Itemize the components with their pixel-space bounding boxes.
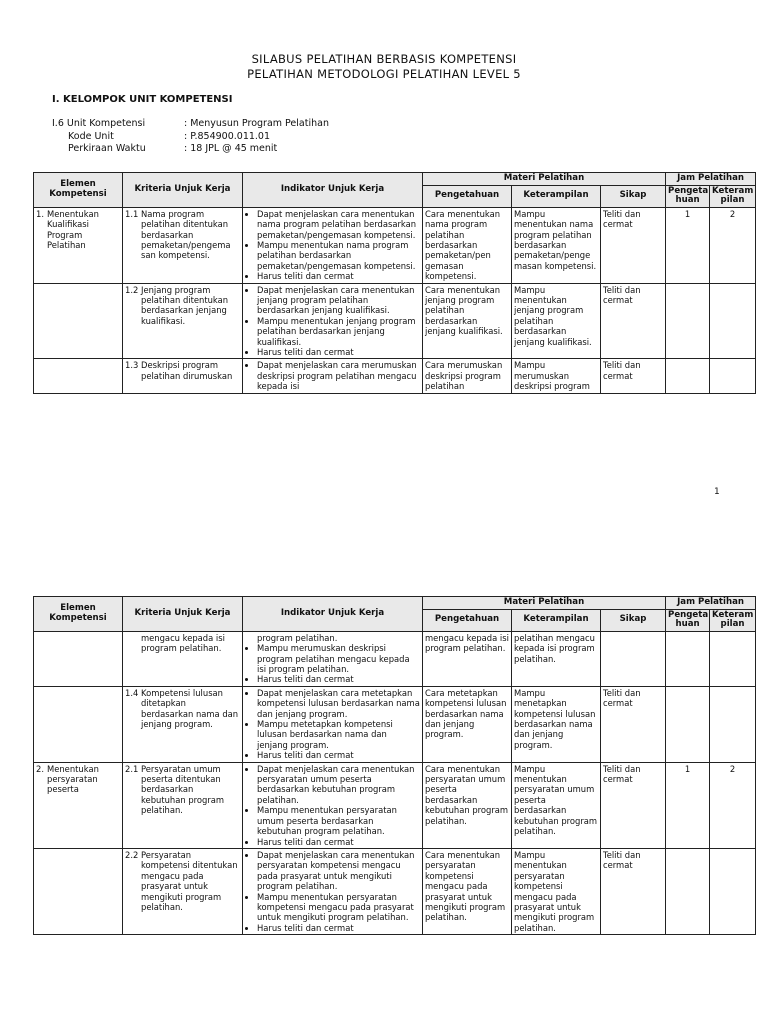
indikator-item: • Dapat menjelaskan cara metetapkan kompetensi lulusan berdasarkan nama dan jenjang program. <box>257 688 420 719</box>
header-sikap: Sikap <box>601 185 666 207</box>
table-row <box>34 631 756 686</box>
kriteria-label: Deskripsi program pelatihan dirumuskan <box>141 360 233 381</box>
indikator-list <box>245 285 420 358</box>
cell-keterampilan: Mampu menentukan persyaratan kompetensi mengacu pada prasyarat untuk mengikuti program pelatihan. <box>512 848 601 934</box>
table-row <box>34 848 756 934</box>
indikator-item: • Dapat menjelaskan cara menentukan nama program pelatihan berdasarkan pemaketan/pengemasan kompetensi. <box>257 209 420 240</box>
indikator-item: • Dapat menjelaskan cara menentukan persyaratan umum peserta berdasarkan kebutuhan program pelatihan. <box>257 764 420 806</box>
cell-indikator <box>243 848 423 934</box>
cell-elemen <box>34 207 123 283</box>
cell-kriteria <box>123 631 243 686</box>
unit-info-row <box>52 143 329 156</box>
kriteria-label: Nama program pelatihan ditentukan berdasarkan pemaketan/pengema san kompetensi. <box>141 208 231 261</box>
kriteria-text <box>125 209 240 261</box>
cell-indikator <box>243 762 423 848</box>
table-row <box>34 686 756 762</box>
cell-jam-pengetahuan <box>666 631 710 686</box>
cell-sikap: Teliti dan cermat <box>601 359 666 393</box>
table-row <box>34 359 756 393</box>
document-page-2 <box>0 512 768 1024</box>
unit-info-row <box>52 131 329 144</box>
cell-sikap: Teliti dan cermat <box>601 207 666 283</box>
header-jam-keterampilan: Keteram pilan <box>710 185 756 207</box>
table-clip <box>0 172 768 480</box>
cell-jam-keterampilan <box>710 283 756 359</box>
kriteria-number: 1.2 <box>125 284 139 295</box>
indikator-list <box>245 209 420 282</box>
title-line-1: SILABUS PELATIHAN BERBASIS KOMPETENSI <box>251 52 517 66</box>
kriteria-label: Kompetensi lulusan ditetapkan berdasarkan nama dan jenjang program. <box>141 687 239 730</box>
cell-pengetahuan: Cara menentukan persyaratan kompetensi mengacu pada prasyarat untuk mengikuti program pelatihan. <box>423 848 512 934</box>
cell-jam-pengetahuan <box>666 359 710 393</box>
cell-jam-pengetahuan: 1 <box>666 762 710 848</box>
cell-indikator <box>243 686 423 762</box>
cell-kriteria <box>123 283 243 359</box>
indikator-list <box>245 360 420 391</box>
cell-pengetahuan: Cara metetapkan kompetensi lulusan berdasarkan nama dan jenjang program. <box>423 686 512 762</box>
kriteria-label: Persyaratan umum peserta ditentukan berdasarkan kebutuhan program pelatihan. <box>141 763 225 816</box>
elemen-label: Menentukan Kualifikasi Program Pelatihan <box>47 208 99 250</box>
kriteria-number: 2.1 <box>125 763 139 774</box>
elemen-number: 1. <box>36 208 44 219</box>
header-keterampilan: Keterampilan <box>512 609 601 631</box>
header-jam: Jam Pelatihan <box>666 597 756 610</box>
elemen-label: Menentukan persyaratan peserta <box>47 763 99 795</box>
cell-kriteria <box>123 762 243 848</box>
cell-jam-pengetahuan <box>666 283 710 359</box>
indikator-list <box>245 643 420 685</box>
kriteria-label: Persyaratan kompetensi ditentukan mengacu pada prasyarat untuk mengikuti program pelatihan. <box>141 849 238 912</box>
syllabus-table <box>33 596 756 935</box>
unit-info-label: Perkiraan Waktu <box>68 143 146 154</box>
unit-info-value: : P.854900.011.01 <box>184 130 271 142</box>
indikator-item: • Harus teliti dan cermat <box>257 923 420 933</box>
indikator-list <box>245 764 420 847</box>
indikator-item: • Harus teliti dan cermat <box>257 271 420 281</box>
kriteria-text <box>125 688 240 730</box>
cell-jam-keterampilan <box>710 631 756 686</box>
kriteria-text <box>125 764 240 816</box>
cell-sikap: Teliti dan cermat <box>601 686 666 762</box>
cell-elemen <box>34 359 123 393</box>
unit-info-row <box>52 118 329 131</box>
header-kriteria: Kriteria Unjuk Kerja <box>123 173 243 208</box>
cell-indikator <box>243 207 423 283</box>
elemen-text <box>36 209 120 251</box>
indikator-item: • Harus teliti dan cermat <box>257 674 420 684</box>
header-jam-pengetahuan: Pengeta huan <box>666 609 710 631</box>
title-line-2: PELATIHAN METODOLOGI PELATIHAN LEVEL 5 <box>247 67 521 81</box>
kriteria-number: 2.2 <box>125 849 139 860</box>
indikator-item: • Harus teliti dan cermat <box>257 837 420 847</box>
header-sikap: Sikap <box>601 609 666 631</box>
header-materi: Materi Pelatihan <box>423 173 666 186</box>
section-heading: I. KELOMPOK UNIT KOMPETENSI <box>52 94 233 105</box>
cell-kriteria <box>123 207 243 283</box>
cell-jam-keterampilan <box>710 848 756 934</box>
kriteria-text <box>125 850 240 912</box>
cell-keterampilan: pelatihan mengacu kepada isi program pelatihan. <box>512 631 601 686</box>
cell-pengetahuan: Cara menentukan persyaratan umum peserta berdasarkan kebutuhan program pelatihan. <box>423 762 512 848</box>
kriteria-text <box>125 633 240 654</box>
indikator-list <box>245 850 420 933</box>
cell-keterampilan: Mampu menentukan jenjang program pelatihan berdasarkan jenjang kualifikasi. <box>512 283 601 359</box>
cell-pengetahuan: Cara menentukan jenjang program pelatihan berdasarkan jenjang kualifikasi. <box>423 283 512 359</box>
header-jam-keterampilan: Keteram pilan <box>710 609 756 631</box>
cell-kriteria <box>123 359 243 393</box>
header-jam: Jam Pelatihan <box>666 173 756 186</box>
elemen-text <box>36 764 120 795</box>
cell-keterampilan: Mampu menetapkan kompetensi lulusan berdasarkan nama dan jenjang program. <box>512 686 601 762</box>
cell-sikap <box>601 631 666 686</box>
cell-jam-keterampilan <box>710 686 756 762</box>
indikator-item: • Harus teliti dan cermat <box>257 347 420 357</box>
kriteria-number: 1.4 <box>125 687 139 698</box>
cell-kriteria <box>123 848 243 934</box>
indikator-item: • Mampu menentukan persyaratan umum peserta berdasarkan kebutuhan program pelatihan. <box>257 805 420 836</box>
cell-sikap: Teliti dan cermat <box>601 762 666 848</box>
cell-jam-keterampilan <box>710 359 756 393</box>
indikator-item: • Mampu menentukan jenjang program pelatihan berdasarkan jenjang kualifikasi. <box>257 316 420 347</box>
indikator-item: • Dapat menjelaskan cara menentukan jenjang program pelatihan berdasarkan jenjang kualifikasi. <box>257 285 420 316</box>
kriteria-label: Jenjang program pelatihan ditentukan berdasarkan jenjang kualifikasi. <box>141 284 229 326</box>
indikator-item: • Mampu merumuskan deskripsi program pelatihan mengacu kepada isi program pelatihan. <box>257 643 420 674</box>
unit-info-value: : 18 JPL @ 45 menit <box>184 143 278 154</box>
kriteria-number: 1.3 <box>125 360 139 371</box>
table-row <box>34 283 756 359</box>
header-jam-pengetahuan: Pengeta huan <box>666 185 710 207</box>
kriteria-number <box>125 633 141 654</box>
table-clip <box>0 596 768 1024</box>
cell-indikator <box>243 631 423 686</box>
indikator-list <box>245 688 420 761</box>
cell-pengetahuan: mengacu kepada isi program pelatihan. <box>423 631 512 686</box>
indikator-item: • Mampu menentukan persyaratan kompetensi mengacu pada prasyarat untuk mengikuti program pelatihan. <box>257 892 420 923</box>
indikator-item: • Dapat menjelaskan cara menentukan persyaratan kompetensi mengacu pada prasyarat untuk mengikuti program pelatihan. <box>257 850 420 892</box>
unit-info-label: Kode Unit <box>68 130 114 142</box>
kriteria-number: 1.1 <box>125 208 139 219</box>
table-row <box>34 207 756 283</box>
header-elemen: Elemen Kompetensi <box>34 597 123 632</box>
cell-pengetahuan: Cara menentukan nama program pelatihan berdasarkan pemaketan/pen gemasan kompetensi. <box>423 207 512 283</box>
unit-info-value: : Menyusun Program Pelatihan <box>184 118 329 129</box>
kriteria-text <box>125 360 240 381</box>
cell-sikap: Teliti dan cermat <box>601 848 666 934</box>
indikator-item: • Mampu menentukan nama program pelatihan berdasarkan pemaketan/pengemasan kompetensi. <box>257 240 420 271</box>
unit-info-label: I.6 Unit Kompetensi <box>52 118 146 129</box>
cell-elemen <box>34 848 123 934</box>
cell-keterampilan: Mampu merumuskan deskripsi program <box>512 359 601 393</box>
cell-pengetahuan: Cara merumuskan deskripsi program pelatihan <box>423 359 512 393</box>
indikator-item: • Mampu metetapkan kompetensi lulusan berdasarkan nama dan jenjang program. <box>257 719 420 750</box>
page-number: 1 <box>714 487 720 497</box>
cell-indikator <box>243 359 423 393</box>
unit-info <box>52 118 329 156</box>
cell-elemen <box>34 762 123 848</box>
header-elemen: Elemen Kompetensi <box>34 173 123 208</box>
cell-indikator <box>243 283 423 359</box>
cell-elemen <box>34 631 123 686</box>
elemen-number: 2. <box>36 763 44 774</box>
table-row <box>34 762 756 848</box>
cell-jam-keterampilan: 2 <box>710 762 756 848</box>
header-indikator: Indikator Unjuk Kerja <box>243 597 423 632</box>
cell-jam-pengetahuan <box>666 686 710 762</box>
document-title <box>0 52 768 82</box>
header-keterampilan: Keterampilan <box>512 185 601 207</box>
header-kriteria: Kriteria Unjuk Kerja <box>123 597 243 632</box>
cell-jam-pengetahuan <box>666 848 710 934</box>
cell-keterampilan: Mampu menentukan nama program pelatihan berdasarkan pemaketan/penge masan kompetensi. <box>512 207 601 283</box>
kriteria-label: mengacu kepada isi program pelatihan. <box>141 632 225 654</box>
cell-elemen <box>34 686 123 762</box>
header-indikator: Indikator Unjuk Kerja <box>243 173 423 208</box>
header-pengetahuan: Pengetahuan <box>423 185 512 207</box>
cell-jam-keterampilan: 2 <box>710 207 756 283</box>
header-materi: Materi Pelatihan <box>423 597 666 610</box>
indikator-item: • Dapat menjelaskan cara merumuskan deskripsi program pelatihan mengacu kepada isi <box>257 360 420 391</box>
kriteria-text <box>125 285 240 327</box>
cell-sikap: Teliti dan cermat <box>601 283 666 359</box>
cell-kriteria <box>123 686 243 762</box>
cell-keterampilan: Mampu menentukan persyaratan umum peserta berdasarkan kebutuhan program pelatihan. <box>512 762 601 848</box>
syllabus-table <box>33 172 756 394</box>
indikator-item: • Harus teliti dan cermat <box>257 750 420 760</box>
header-pengetahuan: Pengetahuan <box>423 609 512 631</box>
indikator-continued: program pelatihan. <box>257 632 338 643</box>
cell-jam-pengetahuan: 1 <box>666 207 710 283</box>
cell-elemen <box>34 283 123 359</box>
